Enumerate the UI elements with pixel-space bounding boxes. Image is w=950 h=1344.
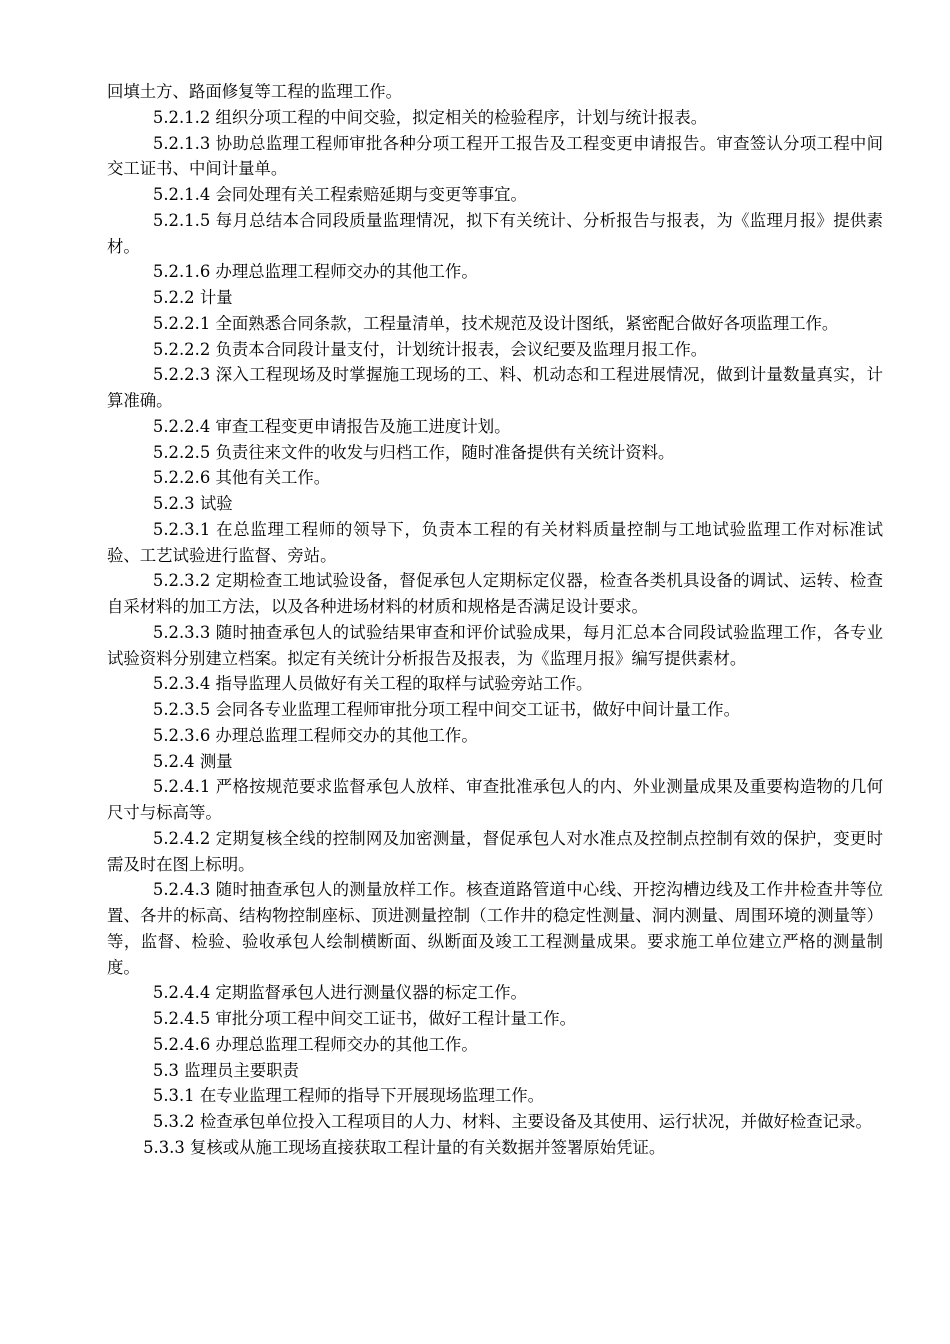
- paragraph-continuation: 回填土方、路面修复等工程的监理工作。: [107, 82, 403, 101]
- document-page: [107, 79, 883, 1161]
- section-heading-5-2-3: 5.2.3 试验: [152, 494, 233, 513]
- paragraph-5-2-3-1: 5.2.3.1 在总监理工程师的领导下，负责本工程的有关材料质量控制与工地试验监理工作对标准试验、工艺试验进行监督、旁站。: [107, 519, 883, 565]
- paragraph-5-2-2-4: 5.2.2.4 审查工程变更申请报告及施工进度计划。: [152, 416, 511, 436]
- paragraph-5-2-1-6: 5.2.1.6 办理总监理工程师交办的其他工作。: [152, 262, 478, 282]
- paragraph-5-3-3: 5.3.3 复核或从施工现场直接获取工程计量的有关数据并签署原始凭证。: [143, 1137, 666, 1157]
- paragraph-5-2-4-1: 5.2.4.1 严格按规范要求监督承包人放样、审查批准承包人的内、外业测量成果及重要构造物的几何尺寸与标高等。: [107, 777, 883, 822]
- paragraph-5-2-4-6: 5.2.4.6 办理总监理工程师交办的其他工作。: [152, 1034, 478, 1054]
- paragraph-5-2-4-3: 5.2.4.3 随时抽查承包人的测量放样工作。核查道路管道中心线、开挖沟槽边线及工作井检查井等位置、各井的标高、结构物控制座标、顶进测量控制（工作井的稳定性测量、洞内测量、周围环境的测量等）等，监督、检验、验收承包人绘制横断面、纵断面及竣工工程测量成果。要求施工单位建立严格的测量制度。: [107, 880, 883, 977]
- paragraph-5-2-2-6: 5.2.2.6 其他有关工作。: [152, 468, 331, 488]
- section-heading-5-2-4: 5.2.4 测量: [152, 751, 233, 771]
- paragraph-5-2-2-5: 5.2.2.5 负责往来文件的收发与归档工作，随时准备提供有关统计资料。: [152, 442, 675, 462]
- paragraph-5-2-2-2: 5.2.2.2 负责本合同段计量支付，计划统计报表，会议纪要及监理月报工作。: [152, 339, 708, 359]
- paragraph-5-2-4-5: 5.2.4.5 审批分项工程中间交工证书，做好工程计量工作。: [152, 1009, 577, 1028]
- paragraph-5-2-3-2: 5.2.3.2 定期检查工地试验设备，督促承包人定期标定仪器，检查各类机具设备的调试、运转、检查自采材料的加工方法，以及各种进场材料的材质和规格是否满足设计要求。: [107, 571, 883, 616]
- paragraph-5-2-2-1: 5.2.2.1 全面熟悉合同条款，工程量清单，技术规范及设计图纸，紧密配合做好各项监理工作。: [152, 313, 839, 333]
- paragraph-5-2-1-2: 5.2.1.2 组织分项工程的中间交验，拟定相关的检验程序，计划与统计报表。: [152, 107, 708, 127]
- section-heading-5-2-2: 5.2.2 计量: [152, 288, 233, 307]
- paragraph-5-2-4-4: 5.2.4.4 定期监督承包人进行测量仪器的标定工作。: [152, 983, 527, 1003]
- paragraph-5-2-4-2: 5.2.4.2 定期复核全线的控制网及加密测量，督促承包人对水准点及控制点控制有效的保护，变更时需及时在图上标明。: [107, 828, 883, 874]
- paragraph-5-2-3-5: 5.2.3.5 会同各专业监理工程师审批分项工程中间交工证书，做好中间计量工作。: [152, 700, 740, 719]
- paragraph-5-2-2-3: 5.2.2.3 深入工程现场及时掌握施工现场的工、料、机动态和工程进展情况，做到计量数量真实，计算准确。: [107, 365, 883, 410]
- paragraph-5-2-1-4: 5.2.1.4 会同处理有关工程索赔延期与变更等事宜。: [152, 185, 527, 204]
- paragraph-5-2-3-4: 5.2.3.4 指导监理人员做好有关工程的取样与试验旁站工作。: [152, 674, 593, 694]
- paragraph-5-2-1-3: 5.2.1.3 协助总监理工程师审批各种分项工程开工报告及工程变更申请报告。审查签认分项工程中间交工证书、中间计量单。: [107, 133, 883, 179]
- paragraph-5-3-2: 5.3.2 检查承包单位投入工程项目的人力、材料、主要设备及其使用、运行状况，并做好检查记录。: [152, 1112, 872, 1131]
- paragraph-5-3-1: 5.3.1 在专业监理工程师的指导下开展现场监理工作。: [152, 1086, 545, 1106]
- section-heading-5-3: 5.3 监理员主要职责: [152, 1060, 299, 1080]
- paragraph-5-2-3-3: 5.2.3.3 随时抽查承包人的试验结果审查和评价试验成果，每月汇总本合同段试验监理工作，各专业试验资料分别建立档案。拟定有关统计分析报告及报表，为《监理月报》编写提供素材。: [107, 622, 883, 668]
- paragraph-5-2-1-5: 5.2.1.5 每月总结本合同段质量监理情况，拟下有关统计、分析报告与报表，为《监理月报》提供素材。: [107, 210, 883, 256]
- paragraph-5-2-3-6: 5.2.3.6 办理总监理工程师交办的其他工作。: [152, 725, 478, 745]
